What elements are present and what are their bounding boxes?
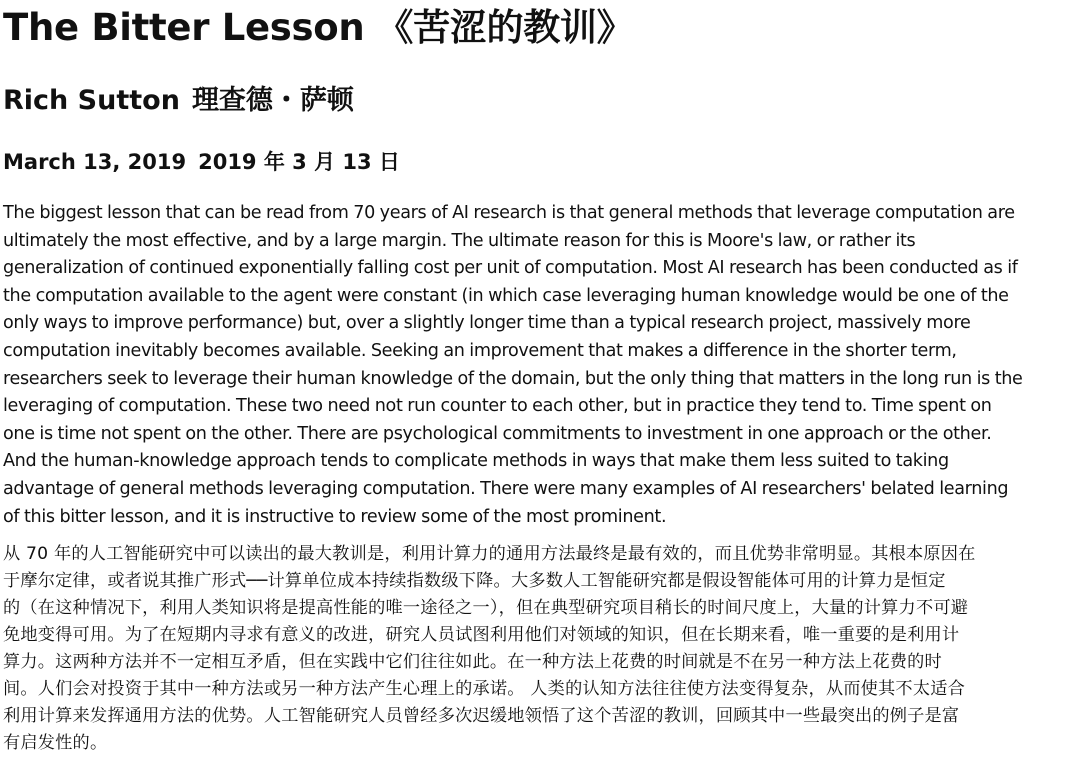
english-line: only ways to improve performance) but, over a slightly longer time than a typical research project, massively more	[3, 313, 971, 334]
chinese-line: 的（在这种情况下，利用人类知识将是提高性能的唯一途径之一），但在典型研究项目稍长的时间尺度上，大量的计算力不可避	[3, 598, 969, 618]
english-line: ultimately the most effective, and by a large margin. The ultimate reason for this is Moore's law, or rather its	[3, 230, 916, 251]
english-paragraph	[3, 200, 1079, 531]
english-line: leveraging of computation. These two need not run counter to each other, but in practice they tend to. Time spent on	[3, 396, 992, 417]
english-line: The biggest lesson that can be read from 70 years of AI research is that general methods that leverage computation are	[3, 203, 1015, 223]
title-chinese: 《苦涩的教训》	[376, 6, 634, 49]
english-line: of this bitter lesson, and it is instructive to review some of the most prominent.	[3, 506, 667, 527]
english-line: And the human-knowledge approach tends to complicate methods in ways that make them less suited to taking	[3, 451, 949, 472]
chinese-line: 算力。这两种方法并不一定相互矛盾，但在实践中它们往往如此。在一种方法上花费的时间就是不在另一种方法上花费的时	[3, 652, 942, 672]
english-line: advantage of general methods leveraging computation. There were many examples of AI researchers' belated learning	[3, 478, 1009, 499]
chinese-line: 利用计算来发挥通用方法的优势。人工智能研究人员曾经多次迟缓地领悟了这个苦涩的教训，回顾其中一些最突出的例子是富	[3, 706, 960, 726]
english-line: one is time not spent on the other. There are psychological commitments to investment in one approach or the other.	[3, 423, 992, 444]
author-chinese: 理查德・萨顿	[191, 85, 354, 116]
chinese-line: 从 70 年的人工智能研究中可以读出的最大教训是，利用计算力的通用方法最终是最有效的，而且优势非常明显。其根本原因在	[3, 544, 976, 564]
author-line	[3, 84, 354, 118]
chinese-line: 免地变得可用。为了在短期内寻求有意义的改进，研究人员试图利用他们对领域的知识，但在长期来看，唯一重要的是利用计	[3, 625, 960, 645]
title-english: The Bitter Lesson	[3, 6, 365, 49]
date-english: March 13, 2019	[3, 150, 187, 174]
english-line: computation inevitably becomes available. Seeking an improvement that makes a difference in the shorter term,	[3, 340, 957, 361]
chinese-line: 有启发性的。	[3, 733, 108, 753]
english-line: researchers seek to leverage their human knowledge of the domain, but the only thing that matters in the long run is the	[3, 368, 1023, 389]
chinese-paragraph	[3, 541, 1077, 757]
date-chinese: 2019 年 3 月 13 日	[198, 150, 400, 174]
english-line: generalization of continued exponentially falling cost per unit of computation. Most AI research has been conducted as if	[3, 258, 1018, 279]
date-line	[3, 148, 400, 176]
author-english: Rich Sutton	[3, 85, 180, 116]
page-title	[3, 6, 633, 50]
chinese-line: 间。人们会对投资于其中一种方法或另一种方法产生心理上的承诺。 人类的认知方法往往使方法变得复杂，从而使其不太适合	[3, 679, 965, 699]
english-line: the computation available to the agent were constant (in which case leveraging human knowledge would be one of the	[3, 285, 1009, 306]
chinese-line: 于摩尔定律，或者说其推广形式──计算单位成本持续指数级下降。大多数人工智能研究都是假设智能体可用的计算力是恒定	[3, 571, 946, 591]
